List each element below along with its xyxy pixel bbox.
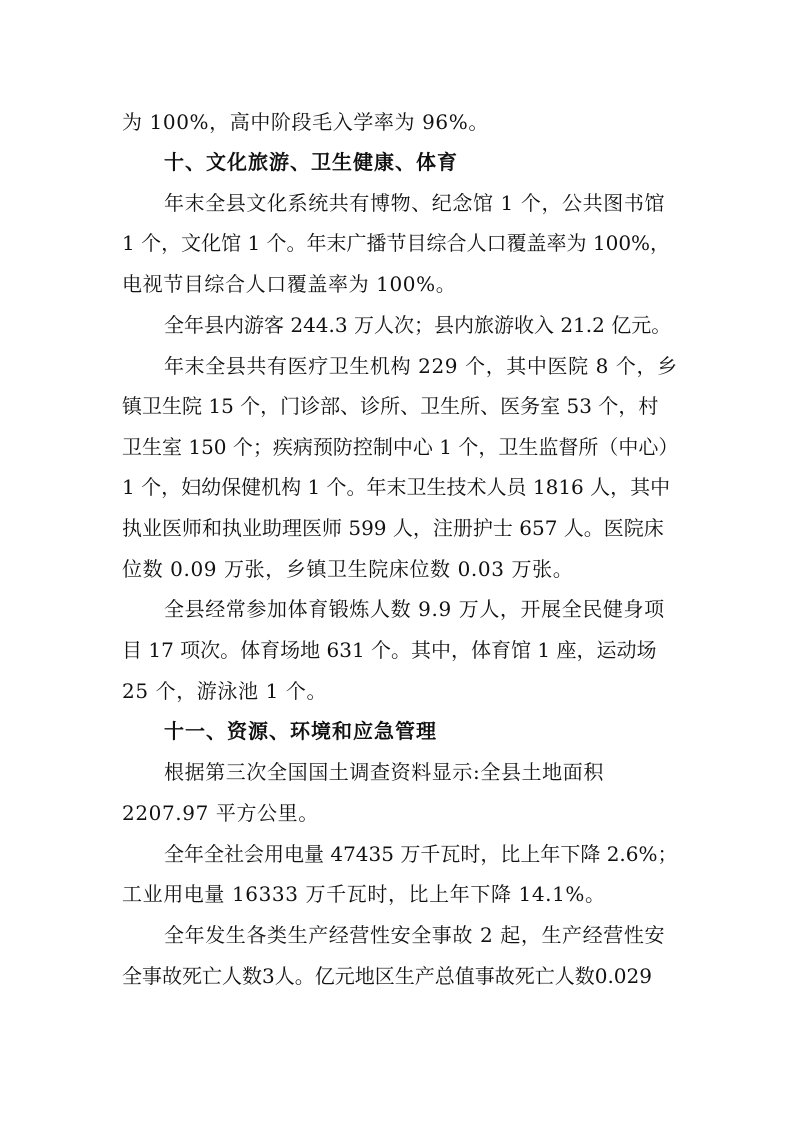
paragraph-line: 全年全社会用电量 47435 万千瓦时，比上年下降 2.6%； xyxy=(164,842,678,866)
section-heading-culture-health-sports: 十、文化旅游、卫生健康、体育 xyxy=(164,150,458,174)
paragraph-line: 2207.97 平方公里。 xyxy=(122,801,319,825)
paragraph-line: 全年县内游客 244.3 万人次；县内旅游收入 21.2 亿元。 xyxy=(164,313,672,337)
paragraph-line: 工业用电量 16333 万千瓦时，比上年下降 14.1%。 xyxy=(122,882,606,906)
paragraph-line: 25 个，游泳池 1 个。 xyxy=(122,679,328,703)
paragraph-line: 1 个，妇幼保健机构 1 个。年末卫生技术人员 1816 人，其中 xyxy=(122,475,671,499)
paragraph-line: 年末全县共有医疗卫生机构 229 个，其中医院 8 个，乡 xyxy=(164,354,678,378)
paragraph-line: 根据第三次全国国土调查资料显示:全县土地面积 xyxy=(164,760,604,784)
paragraph-line: 全年发生各类生产经营性安全事故 2 起，生产经营性安 xyxy=(164,923,666,947)
paragraph-line: 全县经常参加体育锻炼人数 9.9 万人，开展全民健身项 xyxy=(164,597,665,621)
paragraph-line: 年末全县文化系统共有博物、纪念馆 1 个，公共图书馆 xyxy=(164,191,666,215)
section-heading-resources-environment: 十一、资源、环境和应急管理 xyxy=(164,719,437,743)
paragraph-line: 执业医师和执业助理医师 599 人，注册护士 657 人。医院床 xyxy=(122,516,664,540)
paragraph-line: 电视节目综合人口覆盖率为 100%。 xyxy=(122,272,457,296)
paragraph-line: 卫生室 150 个；疾病预防控制中心 1 个，卫生监督所（中心） xyxy=(122,435,678,459)
paragraph-line: 位数 0.09 万张，乡镇卫生院床位数 0.03 万张。 xyxy=(122,557,574,581)
paragraph-line: 目 17 项次。体育场地 631 个。其中，体育馆 1 座，运动场 xyxy=(122,638,657,662)
paragraph-line: 全事故死亡人数3人。亿元地区生产总值事故死亡人数0.029 xyxy=(122,964,652,988)
paragraph-line: 1 个，文化馆 1 个。年末广播节目综合人口覆盖率为 100%， xyxy=(122,231,671,255)
paragraph-line: 为 100%，高中阶段毛入学率为 96%。 xyxy=(122,110,489,134)
paragraph-line: 镇卫生院 15 个，门诊部、诊所、卫生所、医务室 53 个，村 xyxy=(122,394,659,418)
